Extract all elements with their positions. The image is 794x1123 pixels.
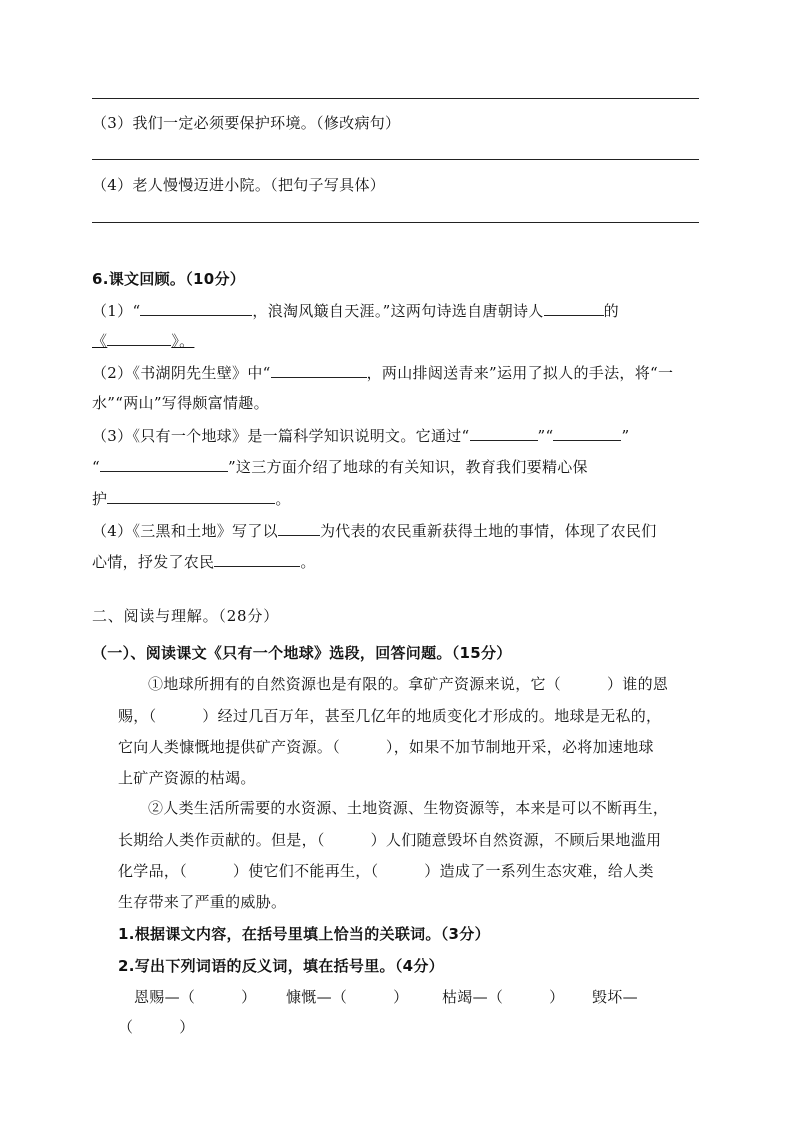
antonym-item[interactable]: 毁坏— <box>592 988 638 1006</box>
text: 》。 <box>171 332 195 350</box>
passage-line: ②人类生活所需要的水资源、土地资源、生物资源等，本来是可以不断再生， <box>148 799 669 817</box>
text: 。 <box>275 490 291 508</box>
text: 心情，抒发了农民 <box>92 553 215 571</box>
answer-line[interactable] <box>92 159 699 160</box>
q6-item-4 <box>92 519 704 542</box>
q6-item-3-cont2 <box>92 487 704 510</box>
text: ” <box>621 427 630 445</box>
text: 的 <box>603 302 619 320</box>
blank[interactable] <box>470 424 538 441</box>
q6-item-1-cont <box>92 329 704 352</box>
passage-line: 上矿产资源的枯竭。 <box>118 769 256 787</box>
text: 《 <box>92 332 108 350</box>
q6-item-2 <box>92 361 704 384</box>
question-3: （3）我们一定必须要保护环境。（修改病句） <box>92 114 401 132</box>
answer-line[interactable] <box>92 222 699 223</box>
blank[interactable] <box>553 424 621 441</box>
passage-line: 它向人类慷慨地提供矿产资源。（ ），如果不加节制地开采，必将加速地球 <box>118 738 654 756</box>
q6-item-4-cont <box>92 550 704 573</box>
text: （1）“ <box>92 302 141 320</box>
blank[interactable] <box>107 329 171 346</box>
q6-item-3-cont <box>92 455 704 478</box>
reading-subtitle: （一）、阅读课文《只有一个地球》选段，回答问题。（15分） <box>92 644 512 662</box>
reading-question-1: 1.根据课文内容，在括号里填上恰当的关联词。（3分） <box>118 925 490 943</box>
text: 护 <box>92 490 108 508</box>
antonym-item[interactable]: 慷慨—（ ） <box>286 988 409 1006</box>
text: （3）《只有一个地球》是一篇科学知识说明文。它通过“ <box>92 427 470 445</box>
blank[interactable] <box>107 487 275 504</box>
question-4: （4）老人慢慢迈进小院。（把句子写具体） <box>92 176 386 194</box>
passage-line: ①地球所拥有的自然资源也是有限的。拿矿产资源来说，它（ ）谁的恩 <box>148 675 669 693</box>
reading-question-2: 2.写出下列词语的反义词，填在括号里。（4分） <box>118 957 444 975</box>
text: 。 <box>300 553 316 571</box>
section-2-title: 二、阅读与理解。（28分） <box>92 607 279 625</box>
blank[interactable] <box>100 455 228 472</box>
section-title-q6: 6.课文回顾。（10分） <box>92 270 246 288</box>
blank[interactable] <box>271 361 367 378</box>
blank[interactable] <box>214 550 300 567</box>
text: ，浪淘风簸自天涯。”这两句诗选自唐朝诗人 <box>252 302 544 320</box>
text: ，两山排闼送青来”运用了拟人的手法，将“一 <box>366 364 674 382</box>
blank[interactable] <box>544 299 604 316</box>
antonym-row <box>134 986 694 1008</box>
text: ”“ <box>537 427 554 445</box>
antonym-item[interactable]: 恩赐—（ ） <box>134 988 257 1006</box>
blank[interactable] <box>278 519 320 536</box>
text: ”这三方面介绍了地球的有关知识，教育我们要精心保 <box>227 458 588 476</box>
blank[interactable] <box>140 299 252 316</box>
text: “ <box>92 458 100 476</box>
passage-line: 生存带来了严重的威胁。 <box>118 893 287 911</box>
passage-line: 长期给人类作贡献的。但是，（ ）人们随意毁坏自然资源，不顾后果地滥用 <box>118 831 662 849</box>
q6-item-1 <box>92 299 704 322</box>
text: 为代表的农民重新获得土地的事情，体现了农民们 <box>319 522 657 540</box>
passage-line: 赐，（ ）经过几百万年，甚至几亿年的地质变化才形成的。地球是无私的， <box>118 707 662 725</box>
q6-item-2-cont: 水”“两山”写得颇富情趣。 <box>92 394 269 412</box>
q6-item-3 <box>92 424 704 447</box>
antonym-item[interactable]: 枯竭—（ ） <box>442 988 565 1006</box>
text: （2）《书湖阴先生壁》中“ <box>92 364 271 382</box>
antonym-last-paren[interactable]: （ ） <box>118 1018 195 1036</box>
answer-line[interactable] <box>92 98 699 99</box>
passage-line: 化学品，（ ）使它们不能再生，（ ）造成了一系列生态灾难，给人类 <box>118 862 654 880</box>
text: （4）《三黑和土地》写了以 <box>92 522 278 540</box>
